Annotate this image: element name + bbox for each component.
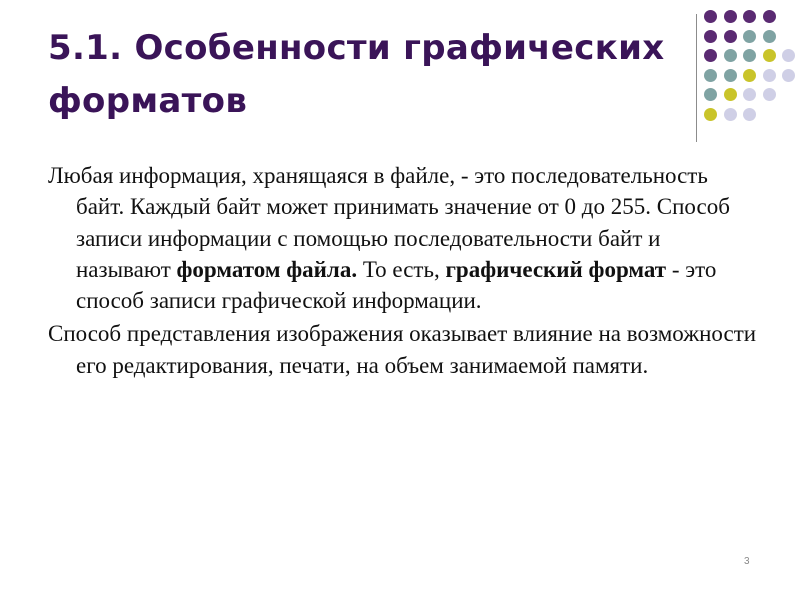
decorative-dot <box>743 88 756 101</box>
slide-body <box>48 160 758 383</box>
decorative-dot <box>724 108 737 121</box>
decorative-dot <box>704 30 717 43</box>
body-paragraph <box>48 160 758 316</box>
slide-title: 5.1. Особенности графических форматов <box>48 28 665 121</box>
decorative-dot <box>724 10 737 23</box>
decorative-dot-grid <box>0 0 800 150</box>
text-run: Способ представления изображения оказывает влияние на возможности его редактирования, печати, на объем занимаемой памяти. <box>48 321 757 378</box>
text-run: Любая информация, хранящаяся в файле, - это последовательность байт. Каждый байт может принимать значение от 0 до 255. Способ записи информации с помощью последовательности байт и называют <box>48 163 730 282</box>
decorative-dot <box>724 88 737 101</box>
decorative-dot <box>763 69 776 82</box>
decorative-dot <box>743 10 756 23</box>
decorative-dot <box>704 108 717 121</box>
decorative-dot <box>704 10 717 23</box>
bold-term: форматом файла. <box>176 256 358 282</box>
decorative-dot <box>743 49 756 62</box>
decorative-vertical-line <box>696 14 697 142</box>
decorative-dot <box>704 69 717 82</box>
decorative-dot <box>743 69 756 82</box>
text-run: То есть, <box>357 256 446 282</box>
decorative-dot <box>704 88 717 101</box>
decorative-dot <box>724 30 737 43</box>
decorative-dot <box>724 69 737 82</box>
decorative-dot <box>743 108 756 121</box>
decorative-dot <box>724 49 737 62</box>
body-paragraph <box>48 318 758 381</box>
decorative-dot <box>782 69 795 82</box>
decorative-dot <box>704 49 717 62</box>
decorative-dot <box>782 49 795 62</box>
decorative-dot <box>763 88 776 101</box>
decorative-dot <box>763 10 776 23</box>
page-number: 3 <box>744 556 750 567</box>
decorative-dot <box>763 30 776 43</box>
text-run: - это способ записи графической информации. <box>76 256 717 314</box>
decorative-dot <box>763 49 776 62</box>
bold-term: графический формат <box>445 256 667 282</box>
decorative-dot <box>743 30 756 43</box>
